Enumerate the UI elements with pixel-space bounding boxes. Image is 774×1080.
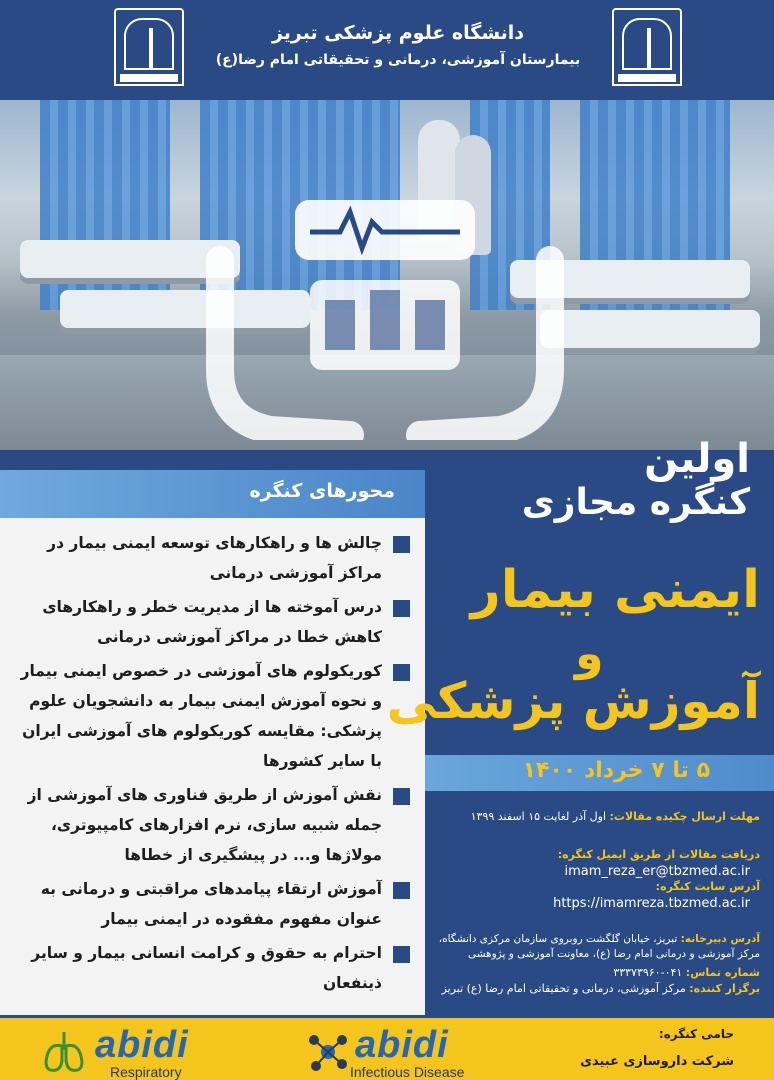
brand-word: abidi xyxy=(355,1024,449,1066)
submission-label: دریافت مقالات از طریق ایمیل کنگره: xyxy=(557,848,760,861)
list-item: نقش آموزش از طریق فناوری های آموزشی از جمله شبیه سازی، نرم افزارهای کامپیوتری، مولاژها و... در پیشگیری از خطاها xyxy=(14,780,414,870)
secretariat-address: آدرس دبیرخانه: تبریز، خیابان گلگشت روبروی سازمان مرکزی دانشگاه، مرکز آموزشی و درمانی امام رضا (ع)، معاونت آموزشی و پژوهشی xyxy=(438,933,760,960)
hero-first: اولین xyxy=(644,436,750,482)
university-emblem-icon xyxy=(114,8,184,86)
university-emblem-icon xyxy=(612,8,682,86)
hero-virtual-congress: کنگره مجازی xyxy=(521,482,750,523)
organizer: برگزار کننده: مرکز آموزشی، درمانی و تحقیقاتی امام رضا (ع) تبریز xyxy=(441,982,760,995)
abstract-deadline: مهلت ارسال چکیده مقالات: اول آذر لغایت ۱۵ اسفند ۱۳۹۹ xyxy=(470,810,760,823)
topics-title: محورهای کنگره xyxy=(249,480,395,502)
square-bullet-icon xyxy=(393,882,410,899)
date-banner xyxy=(425,755,774,791)
topics-header xyxy=(0,470,425,518)
list-item: درس آموخته ها از مدیریت خطر و راهکارهای کاهش خطا در مراکز آموزشی درمانی xyxy=(14,592,414,652)
sponsor-label: حامی کنگره: xyxy=(658,1027,734,1041)
brand-word: abidi xyxy=(95,1024,189,1066)
sponsor-footer xyxy=(0,1018,774,1080)
brand-sub: Infectious Disease xyxy=(350,1064,465,1080)
brand-sub: Respiratory xyxy=(110,1064,182,1080)
hospital-title: بیمارستان آموزشی، درمانی و تحقیقاتی امام رضا(ع) xyxy=(215,52,581,68)
topics-list xyxy=(14,528,414,1002)
lungs-icon xyxy=(40,1028,88,1076)
square-bullet-icon xyxy=(393,600,410,617)
site-label: آدرس سایت کنگره: xyxy=(655,880,760,893)
congress-email[interactable]: imam_reza_er@tbzmed.ac.ir xyxy=(564,864,750,879)
square-bullet-icon xyxy=(393,536,410,553)
topics-panel xyxy=(0,470,425,1015)
hands-heart-logo-icon xyxy=(200,190,570,440)
congress-date: ۵ تا ۷ خرداد ۱۴۰۰ xyxy=(522,758,710,783)
square-bullet-icon xyxy=(393,946,410,963)
contact-phone: شماره تماس: ۰۴۱-۳۳۳۷۳۹۶۰ xyxy=(613,966,760,979)
hero-patient-safety: ایمنی بیمار xyxy=(470,560,760,620)
molecule-icon xyxy=(304,1028,352,1076)
list-item: چالش ها و راهکارهای توسعه ایمنی بیمار در مراکز آموزشی درمانی xyxy=(14,528,414,588)
university-title: دانشگاه علوم پزشکی تبریز xyxy=(271,22,525,44)
sponsor-name: شرکت داروسازی عبیدی xyxy=(580,1054,734,1069)
header xyxy=(0,0,774,100)
congress-website[interactable]: https://imamreza.tbzmed.ac.ir xyxy=(553,896,750,911)
abidi-infectious-logo xyxy=(300,1024,510,1080)
list-item: آموزش ارتقاء پیامدهای مراقبتی و درمانی به عنوان مفهوم مفقوده در ایمنی بیمار xyxy=(14,874,414,934)
hero-and: و xyxy=(575,626,604,680)
abidi-respiratory-logo xyxy=(40,1024,250,1080)
list-item: احترام به حقوق و کرامت انسانی بیمار و سایر ذینفعان xyxy=(14,938,414,998)
list-item: کوریکولوم های آموزشی در خصوص ایمنی بیمار و نحوه آموزش ایمنی بیمار به دانشجویان علوم پزشکی: مقایسه کوریکولوم های آموزشی ایران با سایر کشورها xyxy=(14,656,414,776)
square-bullet-icon xyxy=(393,788,410,805)
hero-medical-education: آموزش پزشکی xyxy=(386,672,760,730)
